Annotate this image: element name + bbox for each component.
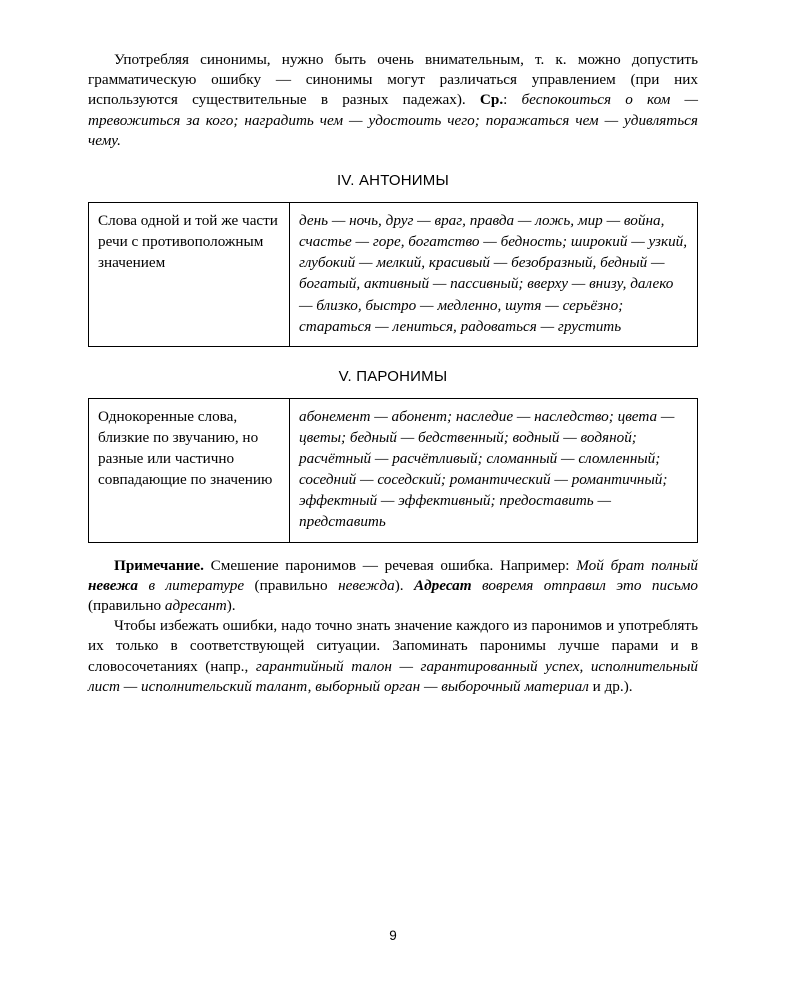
note-label: Примечание. [114,556,204,574]
note-text-9: вовремя отправил это письмо [471,576,699,594]
note-text-1: Смешение паронимов — речевая ошибка. Например: [203,556,577,574]
note-text-11: адресант [164,597,227,615]
antonyms-definition-cell: Слова одной и той же части речи с противоположным значением [89,203,290,347]
note-text-4: в литературе [138,576,255,594]
page-number: 9 [389,928,397,943]
note-text-2: Мой брат полный [576,556,698,574]
note-text-5: (правильно [254,576,339,594]
note-text-8: Адресат [414,576,472,594]
intro-text-3: : [503,91,522,109]
section-heading-antonyms: IV. АНТОНИМЫ [337,172,449,190]
closing-text-3: и др.). [588,677,633,695]
closing-text-2: гарантийный талон — гарантированный успех, исполнительный лист — исполнительский талант, выборный орган — выборочный материал [88,657,698,695]
antonyms-examples-cell: день — ночь, друг — враг, правда — ложь, мир — война, счастье — горе, богатство — бедность; широкий — узкий, глубокий — мелкий, красивый — безобразный, бедный — богатый, активный — пассивный; вверху — внизу, далеко — близко, быстро — медленно, шутя — серьёзно; стараться — лениться, радоваться — грустить [290,203,698,347]
intro-text-4: беспокоиться о ком — тревожиться за кого; наградить чем — удостоить чего; поражаться чем — удивляться чему. [88,91,698,149]
intro-text-2: Ср. [479,91,504,109]
note-text-10: (правильно [88,597,165,615]
note-text-6: невежда [338,576,395,594]
table-row [89,203,698,347]
paronyms-definition-cell: Однокоренные слова, близкие по звучанию, но разные или частично совпадающие по значению [89,398,290,542]
closing-text-1: Чтобы избежать ошибки, надо точно знать значение каждого из паронимов и употреблять их только в соответствующей ситуации. Запоминать паронимы лучше парами и в словосочетаниях (напр., [88,617,698,675]
note-paragraph [88,556,698,617]
table-row [89,398,698,542]
note-text-12: ). [226,597,236,615]
note-block [88,556,698,698]
note-text-3: невежа [88,576,138,594]
note-text-7: ). [394,576,415,594]
intro-text-1: Употребляя синонимы, нужно быть очень внимательным, т. к. можно допустить грамматическую ошибку — синонимы могут различаться управлением (при них используются существительные в разных падежах). [88,51,698,109]
section-heading-paronyms: V. ПАРОНИМЫ [338,367,448,385]
table-paronyms [88,398,698,543]
closing-paragraph [88,616,698,697]
table-antonyms [88,202,698,347]
paronyms-examples-cell: абонемент — абонент; наследие — наследство; цвета — цветы; бедный — бедственный; водный — водяной; расчётный — расчётливый; сломанный — сломленный; соседний — соседский; романтический — романтичный; эффектный — эффективный; предоставить — представить [290,398,698,542]
intro-paragraph [88,50,698,151]
